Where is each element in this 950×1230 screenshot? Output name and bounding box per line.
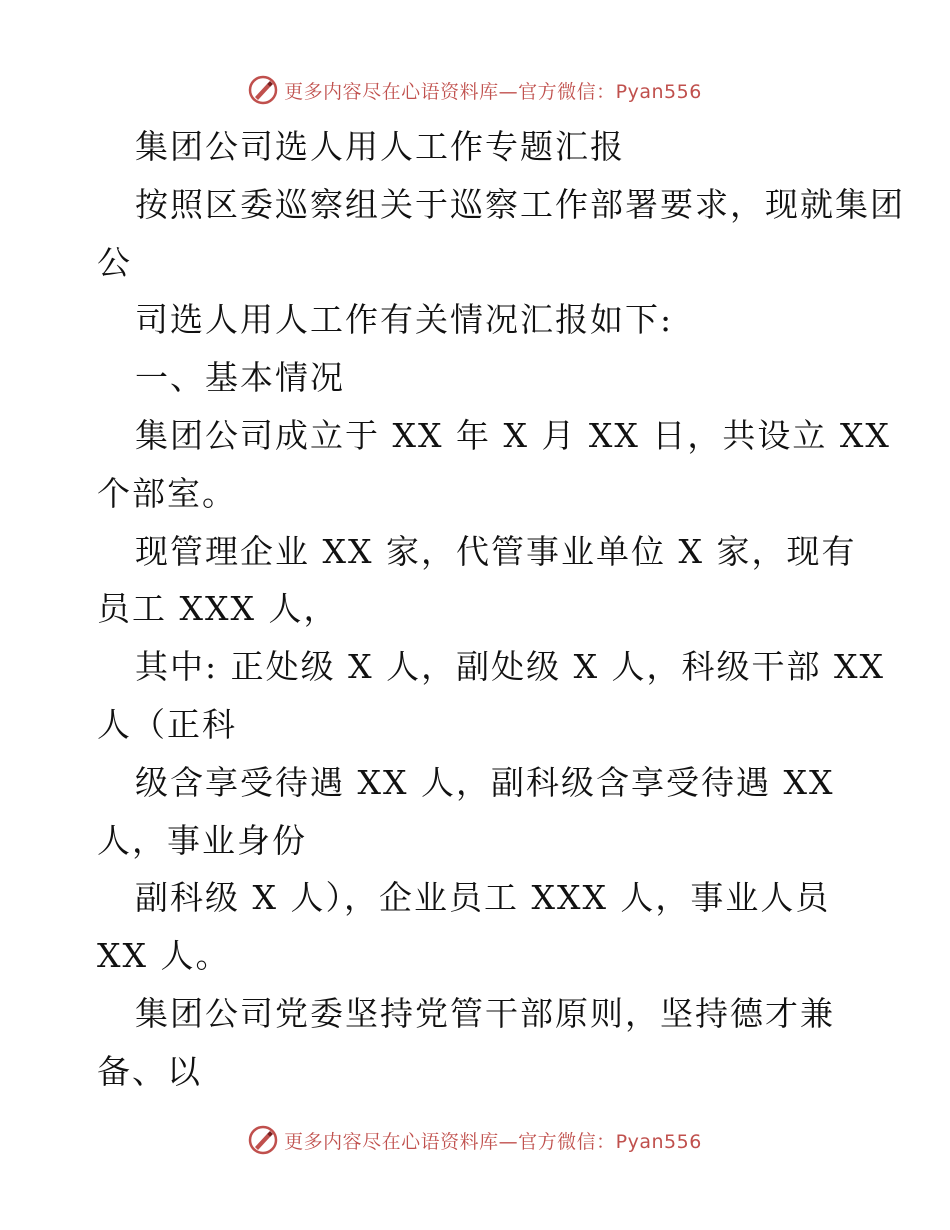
paragraph-line: 集团公司党委坚持党管干部原则，坚持德才兼 xyxy=(135,993,835,1033)
paragraph-line: 人（正科 xyxy=(97,704,237,744)
paragraph-line: 个部室。 xyxy=(97,473,237,513)
paragraph-line: 司选人用人工作有关情况汇报如下: xyxy=(135,300,674,340)
banner-text: 更多内容尽在心语资料库—官方微信：Pyan556 xyxy=(284,1130,702,1153)
paragraph-line: 现管理企业 XX 家，代管事业单位 X 家，现有 xyxy=(135,531,857,571)
paragraph-line: XX 人。 xyxy=(97,936,231,976)
paragraph-line: 公 xyxy=(97,242,132,282)
paragraph-line: 集团公司成立于 XX 年 X 月 XX 日，共设立 XX xyxy=(135,415,891,455)
footer-banner xyxy=(0,1120,950,1160)
paragraph-line: 级含享受待遇 XX 人，副科级含享受待遇 XX xyxy=(135,762,835,802)
paragraph-line: 副科级 X 人），企业员工 XXX 人，事业人员 xyxy=(135,878,831,918)
header-banner xyxy=(0,70,950,110)
pen-logo-icon xyxy=(248,1125,278,1155)
paragraph-line: 人，事业身份 xyxy=(97,820,307,860)
paragraph-line: 其中: 正处级 X 人，副处级 X 人，科级干部 XX xyxy=(135,647,886,687)
pen-logo-icon xyxy=(248,75,278,105)
paragraph-line: 按照区委巡察组关于巡察工作部署要求，现就集团 xyxy=(135,184,905,224)
paragraph-line: 备、以 xyxy=(97,1051,202,1091)
document-title: 集团公司选人用人工作专题汇报 xyxy=(135,127,625,166)
paragraph-line: 员工 XXX 人， xyxy=(97,589,339,629)
section-heading: 一、基本情况 xyxy=(135,358,345,398)
document-body xyxy=(97,118,905,1101)
banner-text: 更多内容尽在心语资料库—官方微信：Pyan556 xyxy=(284,80,702,103)
